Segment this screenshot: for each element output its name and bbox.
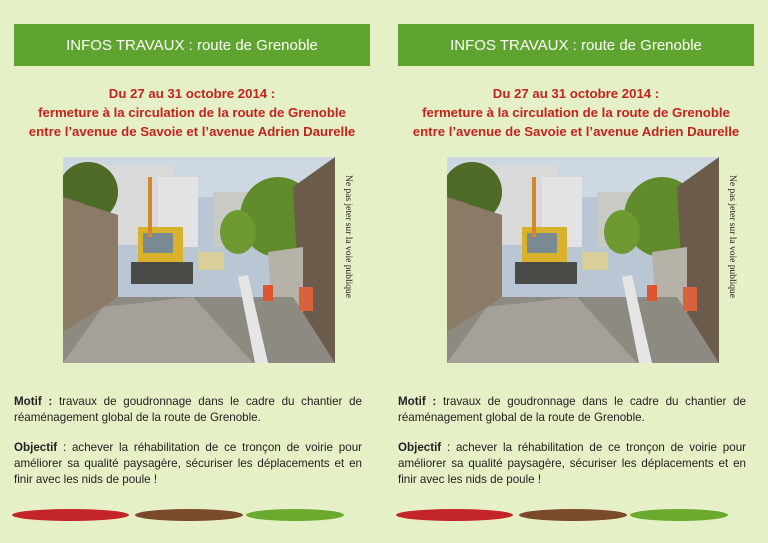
objectif-label: Objectif (14, 441, 58, 454)
motif-paragraph (398, 394, 746, 426)
red-swoosh (396, 509, 513, 521)
motif-text: travaux de goudronnage dans le cadre du chantier de réaménagement global de la route de Grenoble. (14, 395, 363, 424)
motif-label: Motif : (14, 395, 53, 408)
headline-dates: Du 27 au 31 octobre 2014 : (108, 86, 276, 101)
roadworks-photo (63, 157, 335, 363)
objectif-label: Objectif (398, 441, 442, 454)
brown-swoosh (519, 509, 627, 521)
headline (398, 84, 754, 141)
green-swoosh (630, 509, 728, 521)
headline-closure: fermeture à la circulation de la route de Grenoble (422, 105, 730, 120)
flyer-right (384, 0, 768, 543)
headline-section: entre l’avenue de Savoie et l’avenue Adrien Daurelle (28, 124, 356, 139)
headline (14, 84, 370, 141)
motif-paragraph (14, 394, 362, 426)
red-swoosh (12, 509, 129, 521)
green-swoosh (246, 509, 344, 521)
objectif-text: : achever la réhabilitation de ce tronçon de voirie pour améliorer sa qualité paysagère, sécuriser les déplacements et en finir avec les nids de poule ! (14, 441, 362, 486)
banner-title: INFOS TRAVAUX : route de Grenoble (398, 24, 754, 66)
side-note: Ne pas jeter sur la voie publique (727, 175, 737, 298)
motif-label: Motif : (398, 395, 437, 408)
side-note: Ne pas jeter sur la voie publique (343, 175, 353, 298)
brown-swoosh (135, 509, 243, 521)
motif-text: travaux de goudronnage dans le cadre du chantier de réaménagement global de la route de Grenoble. (398, 395, 747, 424)
headline-dates: Du 27 au 31 octobre 2014 : (492, 86, 660, 101)
objectif-paragraph (398, 440, 746, 488)
roadworks-photo (447, 157, 719, 363)
objectif-text: : achever la réhabilitation de ce tronçon de voirie pour améliorer sa qualité paysagère, sécuriser les déplacements et en finir avec les nids de poule ! (398, 441, 746, 486)
headline-closure: fermeture à la circulation de la route de Grenoble (38, 105, 346, 120)
banner-title: INFOS TRAVAUX : route de Grenoble (14, 24, 370, 66)
headline-section: entre l’avenue de Savoie et l’avenue Adrien Daurelle (412, 124, 740, 139)
objectif-paragraph (14, 440, 362, 488)
